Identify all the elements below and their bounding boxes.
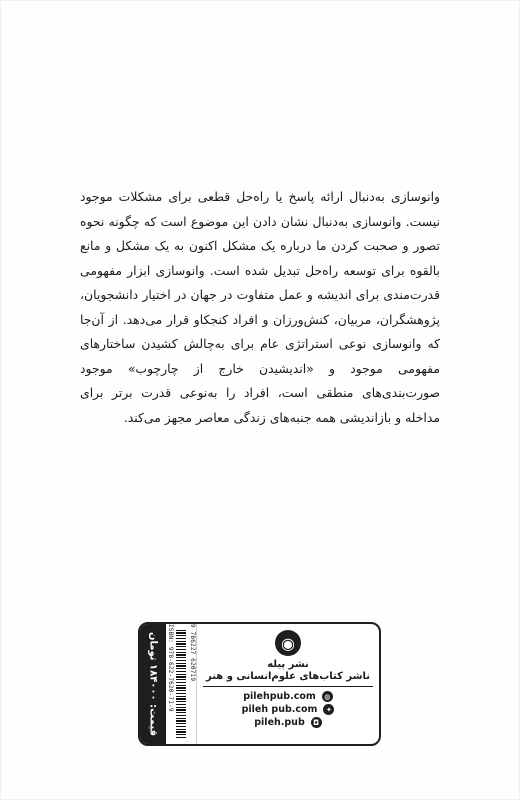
- divider: [203, 686, 373, 687]
- contact-website: [203, 691, 373, 702]
- twitter-text: pileh pub.com: [241, 704, 318, 715]
- publisher-name: نشر پیله: [267, 659, 309, 670]
- website-text: pilehpub.com: [243, 691, 316, 702]
- web-icon: ◍: [322, 691, 333, 702]
- instagram-text: pileh.pub: [254, 717, 305, 728]
- back-cover-blurb: [80, 185, 440, 430]
- instagram-icon: ◘: [311, 717, 322, 728]
- fish-logo-icon: ◉: [275, 630, 301, 656]
- barcode-image: [176, 630, 186, 738]
- publisher-tagline: ناشر کتاب‌های علوم‌انسانی و هنر: [206, 671, 370, 682]
- price-label: قیمت: ۱۸۴۰۰۰ تومان: [140, 624, 166, 744]
- publisher-footer-box: [138, 622, 381, 746]
- contact-twitter: [203, 704, 373, 715]
- barcode-digits: 9 786227 620719: [189, 624, 196, 682]
- publisher-info: [197, 624, 379, 744]
- twitter-icon: ✦: [323, 704, 334, 715]
- isbn-text: ISBN: 978-622-7620-71-9: [167, 624, 174, 712]
- contact-instagram: [203, 717, 373, 728]
- blurb-paragraph: وانوسازی به‌دنبال ارائه پاسخ یا راه‌حل قطعی برای مشکلات موجود نیست. وانوسازی به‌دنبال نشان دادن این موضوع است که چگونه نحوه تصور و صحبت کردن ما درباره یک مشکل اکنون به یک مشکل و مانع بالقوه برای توسعه راه‌حل تبدیل شده است. وانوسازی ابزار مفهومی قدرت‌مندی برای اندیشه و عمل متفاوت در جهان در اختیار دانشجویان، پژوهشگران، مربیان، کنش‌ورزان و افراد کنجکاو قرار می‌دهد. از آن‌جا که وانوسازی نوعی استراتژی عام برای به‌چالش کشیدن ساختارهای مفهومی موجود و «اندیشیدن خارج از چارچوب» موجود صورت‌بندی‌های منطقی است، افراد را به‌نوعی قدرت برتر برای مداخله و بازاندیشی همه جنبه‌های زندگی معاصر مجهز می‌کند.: [80, 189, 440, 425]
- isbn-barcode: [166, 624, 197, 744]
